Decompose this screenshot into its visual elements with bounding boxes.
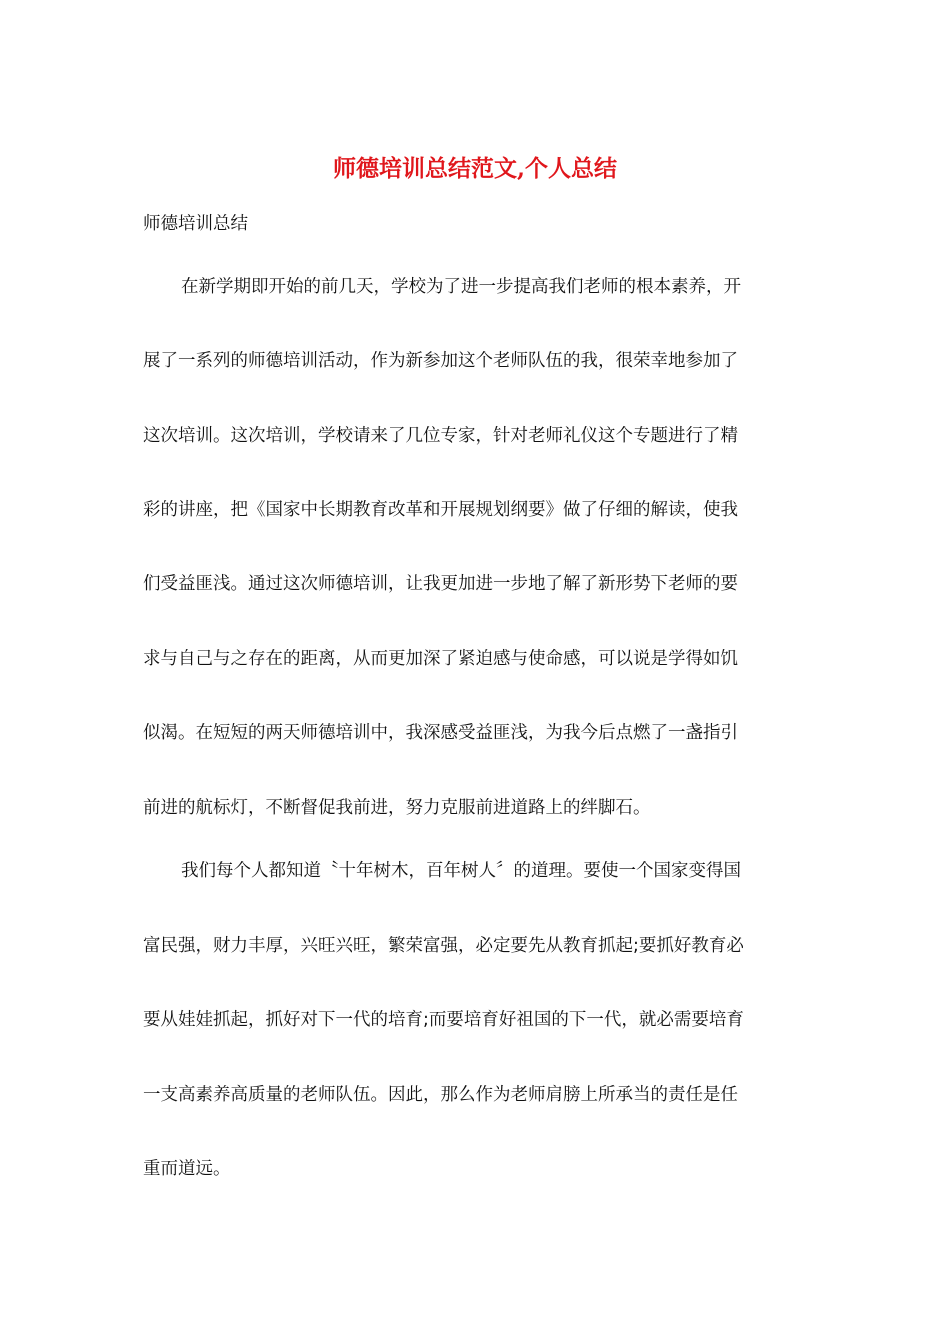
paragraph-2-line-4: 一支高素养高质量的老师队伍。因此，那么作为老师肩膀上所承当的责任是任 (143, 1085, 738, 1105)
document-title: 师德培训总结范文,个人总结 (332, 155, 617, 182)
paragraph-1-line-8: 前进的航标灯，不断督促我前进，努力克服前进道路上的绊脚石。 (143, 798, 651, 818)
paragraph-1-line-3: 这次培训。这次培训，学校请来了几位专家，针对老师礼仪这个专题进行了精 (143, 426, 738, 446)
paragraph-1-line-1: 在新学期即开始的前几天，学校为了进一步提高我们老师的根本素养，开 (181, 277, 741, 297)
paragraph-1-line-7: 似渴。在短短的两天师德培训中，我深感受益匪浅，为我今后点燃了一盏指引 (143, 723, 738, 743)
paragraph-1-line-2: 展了一系列的师德培训活动，作为新参加这个老师队伍的我，很荣幸地参加了 (143, 351, 738, 371)
paragraph-1-line-5: 们受益匪浅。通过这次师德培训，让我更加进一步地了解了新形势下老师的要 (143, 574, 738, 594)
paragraph-2-line-2: 富民强，财力丰厚，兴旺兴旺，繁荣富强，必定要先从教育抓起;要抓好教育必 (143, 936, 744, 956)
paragraph-2-line-1: 我们每个人都知道〝十年树木，百年树人〞的道理。要使一个国家变得国 (181, 861, 741, 881)
paragraph-2-line-3: 要从娃娃抓起，抓好对下一代的培育;而要培育好祖国的下一代，就必需要培育 (143, 1010, 744, 1030)
paragraph-1-line-6: 求与自己与之存在的距离，从而更加深了紧迫感与使命感，可以说是学得如饥 (143, 649, 738, 669)
paragraph-1-line-4: 彩的讲座，把《国家中长期教育改革和开展规划纲要》做了仔细的解读，使我 (143, 500, 738, 520)
section-heading: 师德培训总结 (143, 214, 248, 234)
paragraph-2-line-5: 重而道远。 (143, 1159, 231, 1179)
